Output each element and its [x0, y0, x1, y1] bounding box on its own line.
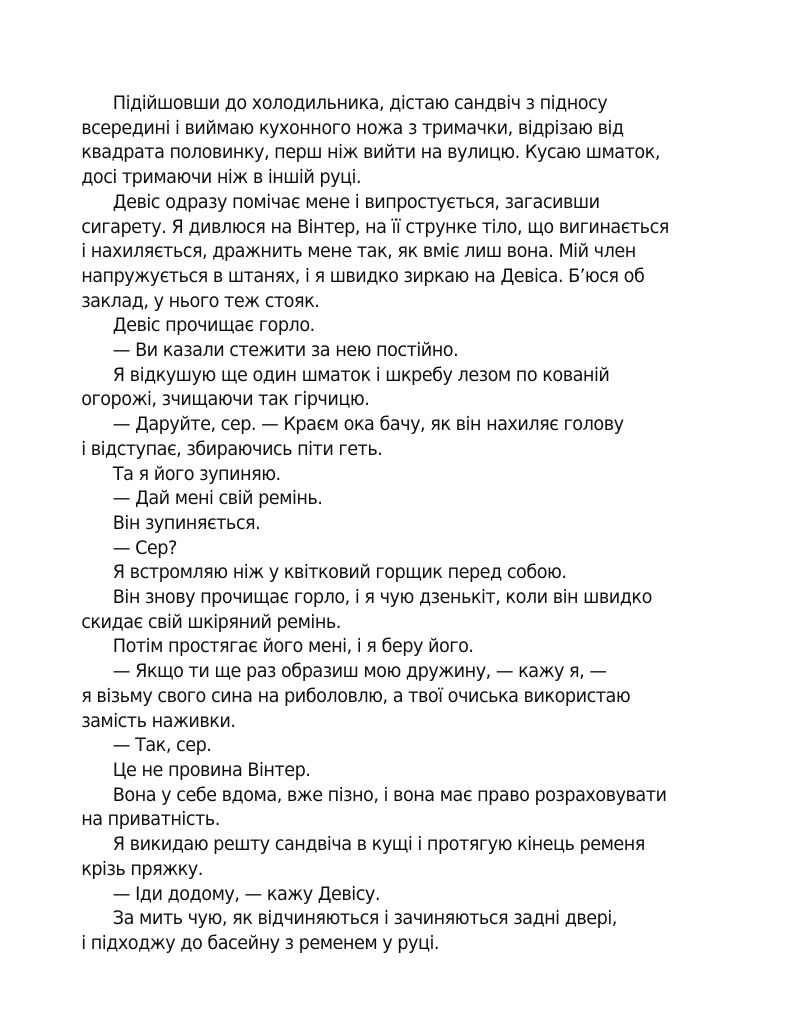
paragraph	[81, 91, 692, 190]
paragraph	[81, 783, 692, 832]
paragraph	[81, 190, 692, 314]
paragraph	[97, 733, 692, 758]
text-line: Та я його зупиняю.	[112, 462, 281, 485]
document-page	[81, 91, 692, 956]
text-line: — Дай мені свій ремінь.	[112, 487, 323, 510]
paragraph	[97, 758, 692, 783]
text-line: Потім простягає його мені, і я беру його.	[112, 635, 474, 658]
paragraph	[97, 338, 692, 363]
text-line: всередині і виймаю кухонного ножа з тримачки, відрізаю від	[81, 116, 624, 139]
paragraph	[81, 412, 692, 461]
text-line: сигарету. Я дивлюся на Вінтер, на її струнке тіло, що вигинається	[81, 215, 669, 238]
text-line: квадрата половинку, перш ніж вийти на вулицю. Кусаю шматок,	[81, 141, 660, 164]
paragraph	[81, 906, 692, 955]
text-line: — Іди додому, — кажу Девісу.	[112, 882, 380, 905]
text-line: Підійшовши до холодильника, дістаю сандвіч з підносу	[112, 92, 608, 114]
text-line: — Сер?	[112, 536, 177, 559]
paragraph	[81, 832, 692, 881]
text-line: напружується в штанях, і я швидко зиркаю на Девіса. Б’юся об	[81, 264, 645, 287]
text-line: — Даруйте, сер. — Краєм ока бачу, як він нахиляє голову	[112, 413, 624, 436]
text-line: замість наживки.	[81, 709, 236, 732]
paragraph	[81, 585, 692, 634]
paragraph	[97, 511, 692, 536]
text-line: — Якщо ти ще раз образиш мою дружину, — кажу я, —	[112, 660, 607, 683]
text-line: і підходжу до басейну з ременем у руці.	[81, 931, 439, 954]
text-line: огорожі, зчищаючи так гірчицю.	[81, 388, 370, 411]
paragraph	[97, 634, 692, 659]
text-line: заклад, у нього теж стояк.	[81, 289, 320, 312]
text-line: Він зупиняється.	[112, 511, 261, 534]
paragraph	[97, 882, 692, 907]
paragraph	[97, 560, 692, 585]
text-line: і відступає, збираючись піти геть.	[81, 437, 383, 460]
paragraph	[81, 363, 692, 412]
paragraph	[81, 659, 692, 733]
text-line: — Так, сер.	[112, 734, 212, 757]
text-line: на приватність.	[81, 808, 220, 831]
text-line: За мить чую, як відчиняються і зачиняються задні двері,	[112, 907, 617, 930]
text-line: Я відкушую ще один шматок і шкребу лезом по кованій	[112, 363, 610, 386]
paragraph	[97, 486, 692, 511]
text-line: скидає свій шкіряний ремінь.	[81, 610, 341, 633]
paragraph	[97, 536, 692, 561]
text-line: досі тримаючи ніж в іншій руці.	[81, 166, 362, 189]
text-line: Вона у себе вдома, вже пізно, і вона має право розраховувати	[112, 783, 667, 806]
text-line: Це не провина Вінтер.	[112, 758, 311, 781]
paragraph	[97, 313, 692, 338]
text-line: я візьму свого сина на риболовлю, а твої очиська використаю	[81, 684, 631, 707]
text-line: Я встромляю ніж у квітковий горщик перед собою.	[112, 561, 567, 584]
text-line: і нахиляється, дражнить мене так, як вміє лиш вона. Мій член	[81, 240, 636, 263]
text-line: Він знову прочищає горло, і я чую дзенькіт, коли він швидко	[112, 586, 652, 609]
text-line: крізь пряжку.	[81, 857, 203, 880]
text-line: Я викидаю решту сандвіча в кущі і протягую кінець ременя	[112, 833, 645, 856]
text-line: Девіс прочищає горло.	[112, 314, 315, 337]
text-line: Девіс одразу помічає мене і випростується, загасивши	[112, 190, 600, 213]
paragraph	[97, 462, 692, 487]
text-line: — Ви казали стежити за нею постійно.	[112, 339, 459, 362]
